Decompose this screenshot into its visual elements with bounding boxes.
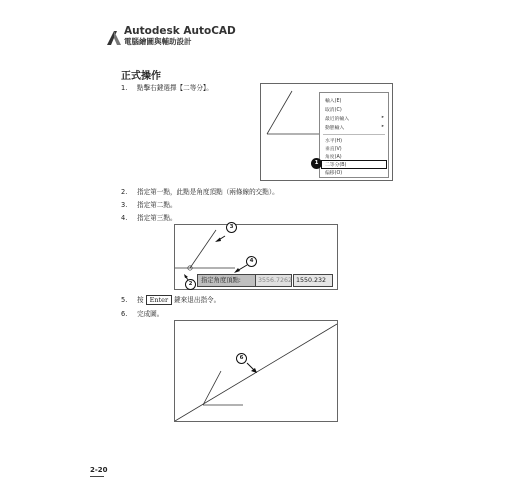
step-number: 3.: [121, 201, 128, 209]
book-title: Autodesk AutoCAD: [124, 25, 236, 37]
book-subtitle: 電腦繪圖與輔助設計: [124, 37, 192, 46]
menu-item-cancel[interactable]: 取消(C): [325, 108, 342, 113]
figure-vertex-pick: [174, 224, 338, 290]
submenu-arrow-icon: ▸: [381, 115, 384, 120]
step-text: 點擊右鍵選擇【二等分】。: [137, 84, 213, 92]
step-number: 1.: [121, 84, 128, 92]
step-number: 2.: [121, 188, 128, 196]
menu-separator: [323, 134, 385, 135]
step-5: [121, 294, 220, 305]
step-number: 5.: [121, 296, 128, 304]
enter-key: Enter: [146, 295, 173, 305]
step-number: 6.: [121, 310, 128, 318]
page-number: 2-20: [90, 466, 108, 474]
step-text: 鍵來退出指令。: [174, 296, 221, 304]
step-text: 指定第二點。: [137, 201, 177, 209]
menu-item-recent-input[interactable]: 最近的輸入: [325, 117, 349, 122]
menu-item-enter[interactable]: 輸入(E): [325, 99, 342, 104]
step-text: 指定第三點。: [137, 214, 177, 222]
page-number-rule: [90, 476, 104, 477]
callout-3: 3: [226, 222, 237, 233]
callout-6: 6: [236, 353, 247, 364]
menu-item-horizontal[interactable]: 水平(H): [325, 139, 342, 144]
section-title: 正式操作: [121, 71, 161, 82]
tooltip-x-field[interactable]: 3556.7262: [255, 274, 292, 287]
context-menu: [319, 92, 389, 178]
callout-2: 2: [185, 279, 196, 290]
drawing-completed: [175, 321, 337, 421]
step-6: [121, 308, 163, 318]
step-3: [121, 199, 177, 209]
callout-4: 4: [246, 256, 257, 267]
callout-1: 1: [311, 158, 322, 169]
figure-completed: [174, 320, 338, 422]
step-4: [121, 212, 177, 222]
menu-highlight: [321, 160, 387, 169]
submenu-arrow-icon: ▸: [381, 124, 384, 129]
figure-context-menu: [260, 83, 393, 181]
step-1: [121, 82, 213, 92]
step-text: 按: [137, 296, 144, 304]
tooltip-prompt: 指定角度頂點:: [197, 274, 258, 287]
menu-item-vertical[interactable]: 垂直(V): [325, 147, 342, 152]
autocad-logo-icon: [106, 30, 122, 46]
menu-item-offset[interactable]: 偏移(O): [325, 171, 343, 176]
menu-item-bisect[interactable]: 二等分(B): [325, 163, 347, 168]
step-text: 指定第一點，此點是角度頂點（兩條線的交點）。: [137, 188, 279, 196]
step-text: 完成圖。: [137, 310, 164, 318]
menu-item-dynamic-input[interactable]: 動態輸入: [325, 126, 345, 131]
tooltip-y-field[interactable]: 1550.232: [293, 274, 333, 287]
step-number: 4.: [121, 214, 128, 222]
menu-item-angle[interactable]: 角度(A): [325, 155, 342, 160]
step-2: [121, 186, 279, 196]
